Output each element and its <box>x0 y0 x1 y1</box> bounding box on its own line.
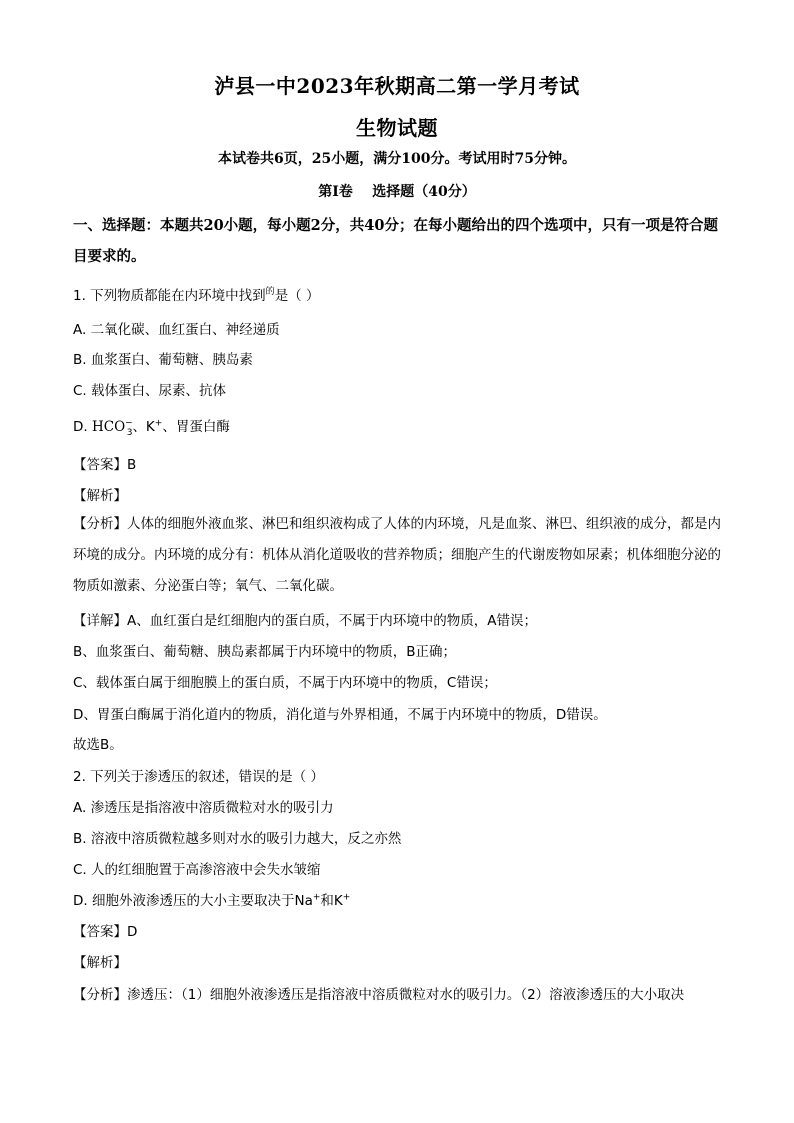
q1-xiangjie-c: C、载体蛋白属于细胞膜上的蛋白质，不属于内环境中的物质，C错误； <box>73 675 497 691</box>
section-title: 第I卷 选择题（40分） <box>318 184 476 200</box>
q1-xiangjie-b: B、血浆蛋白、葡萄糖、胰岛素都属于内环境中的物质，B正确； <box>73 644 457 660</box>
q1-option-b: B. 血浆蛋白、葡萄糖、胰岛素 <box>73 352 253 368</box>
q1-conclusion: 故选B。 <box>73 737 123 753</box>
q2-answer: 【答案】D <box>73 924 138 940</box>
q2-fenxi: 【分析】渗透压：（1）细胞外液渗透压是指溶液中溶质微粒对水的吸引力。（2）溶液渗透压的大小取决 <box>73 987 685 1003</box>
q1-stem: 1. 下列物质都能在内环境中找到$^的$是（ ） <box>73 287 320 304</box>
exam-title: 泸县一中2023年秋期高二第一学月考试 <box>214 74 580 98</box>
q1-option-a: A. 二氧化碳、血红蛋白、神经递质 <box>73 322 280 338</box>
q1-xiangjie-d: D、胃蛋白酶属于消化道内的物质，消化道与外界相通，不属于内环境中的物质，D错误。 <box>73 707 607 723</box>
q2-option-d: D. 细胞外液渗透压的大小主要取决于Na+和K+ <box>73 892 351 909</box>
q1-option-c: C. 载体蛋白、尿素、抗体 <box>73 383 227 399</box>
subject-title: 生物试题 <box>356 116 438 140</box>
q1-answer: 【答案】B <box>73 457 137 473</box>
exam-info: 本试卷共6页，25小题，满分100分。考试用时75分钟。 <box>218 151 576 167</box>
q1-fenxi: 【分析】人体的细胞外液血浆、淋巴和组织液构成了人体的内环境，凡是血浆、淋巴、组织液的成分，都是内环境的成分。内环境的成分有：机体从消化道吸收的营养物质；细胞产生的代谢废物如尿素；机体细胞分泌的物质如激素、分泌蛋白等；氧气、二氧化碳。 <box>73 516 721 594</box>
q2-analysis-label: 【解析】 <box>73 955 127 971</box>
bicarbonate-formula: HCO <box>91 419 126 435</box>
q2-option-c: C. 人的红细胞置于高渗溶液中会失水皱缩 <box>73 862 321 878</box>
part-intro: 一、选择题：本题共20小题，每小题2分，共40分；在每小题给出的四个选项中，只有一项是符合题目要求的。 <box>73 217 718 265</box>
q1-analysis-label: 【解析】 <box>73 488 127 504</box>
q2-stem: 2. 下列关于渗透压的叙述，错误的是（ ） <box>73 769 324 785</box>
q1-xiangjie-a: 【详解】A、血红蛋白是红细胞内的蛋白质，不属于内环境中的物质，A错误； <box>73 613 537 629</box>
q1-stem-mark: 的 <box>265 287 275 297</box>
q2-option-a: A. 渗透压是指溶液中溶质微粒对水的吸引力 <box>73 800 334 816</box>
q1-option-d: D. $HCO^-_3$、K+、胃蛋白酶 <box>73 418 230 438</box>
q2-option-b: B. 溶液中溶质微粒越多则对水的吸引力越大，反之亦然 <box>73 831 402 847</box>
